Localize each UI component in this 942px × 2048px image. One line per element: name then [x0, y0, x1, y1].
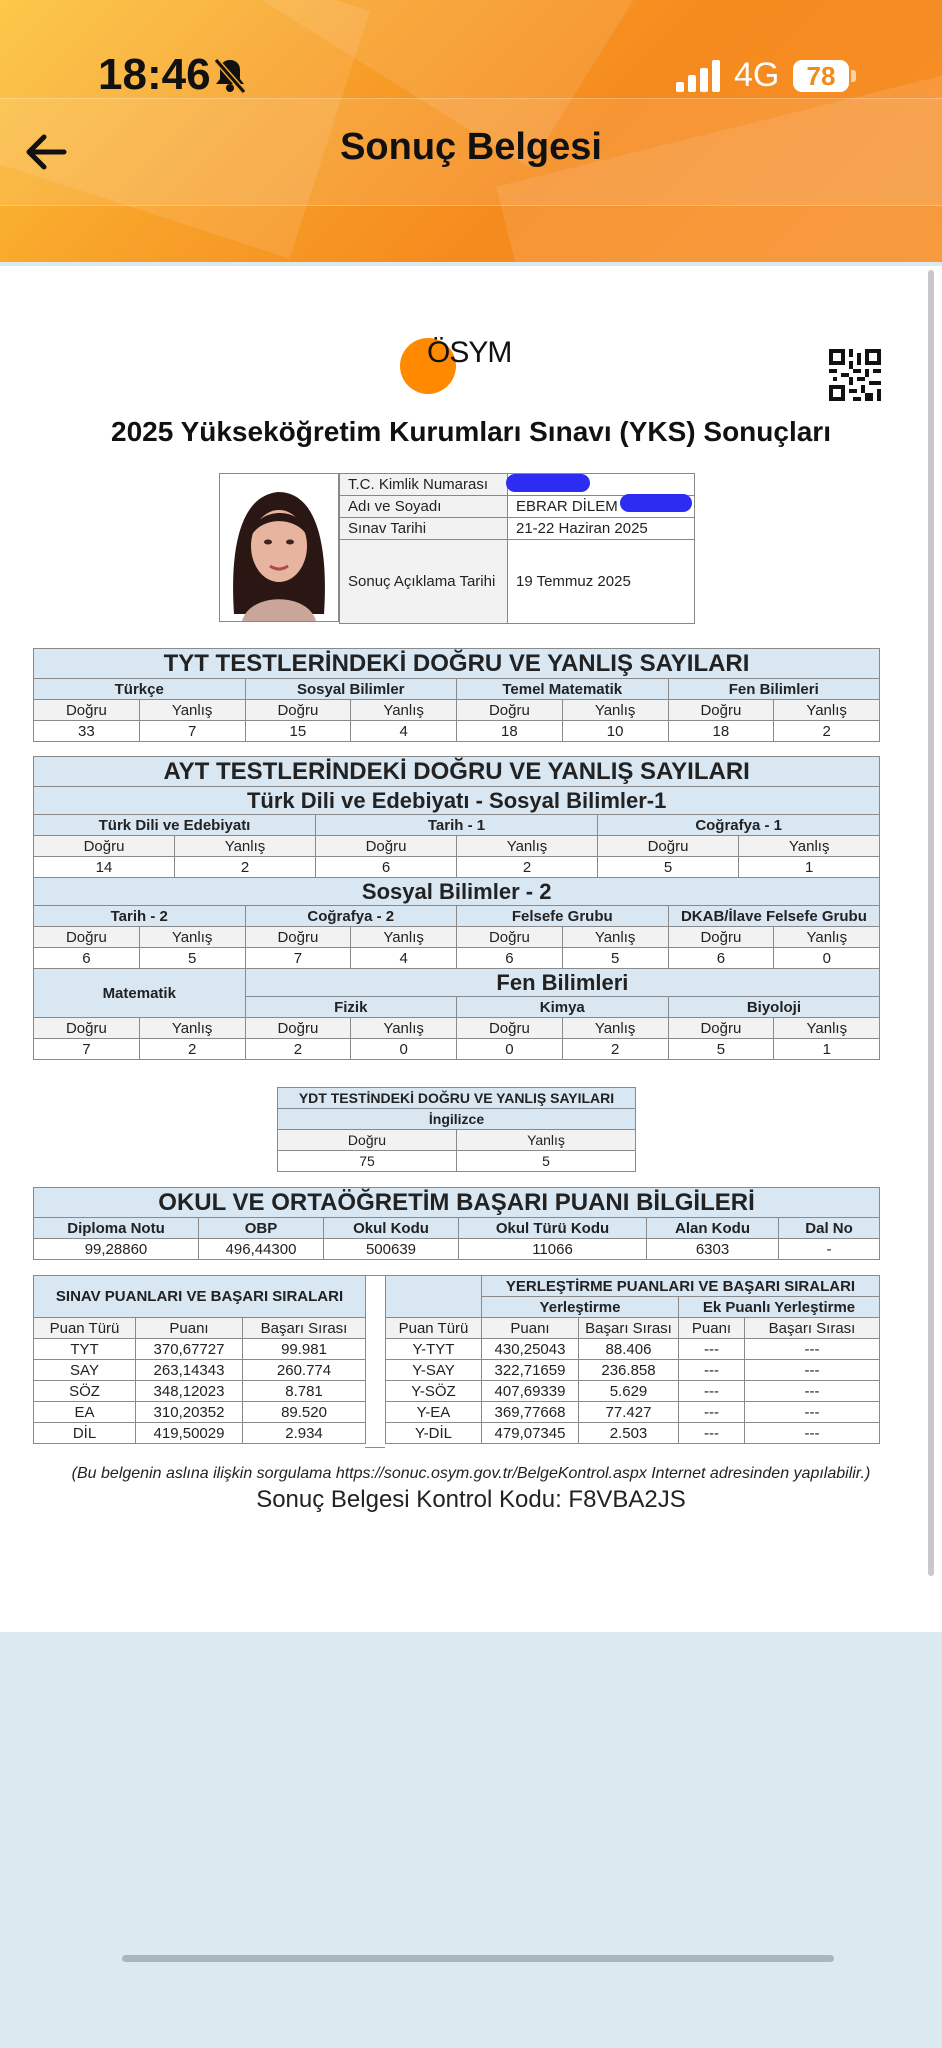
dogru-label: Doğru — [34, 700, 140, 721]
ayt-value: 14 — [34, 857, 175, 878]
dogru-label: Doğru — [668, 927, 774, 948]
yanlis-label: Yanlış — [351, 700, 457, 721]
tyt-subject: Sosyal Bilimler — [245, 679, 457, 700]
tyt-value: 2 — [774, 721, 880, 742]
dogru-label: Doğru — [245, 927, 351, 948]
ayt-value: 5 — [598, 857, 739, 878]
ayt-section-1: Türk Dili ve Edebiyatı - Sosyal Bilimler-1 — [34, 787, 880, 815]
yer-header: Puanı — [482, 1318, 579, 1339]
yer-cell: 88.406 — [579, 1339, 679, 1360]
ayt-value: 2 — [245, 1039, 351, 1060]
okul-header: Dal No — [779, 1218, 880, 1239]
yanlis-label: Yanlış — [562, 927, 668, 948]
tyt-value: 10 — [562, 721, 668, 742]
ayt-subject: Türk Dili ve Edebiyatı — [34, 815, 316, 836]
dogru-label: Doğru — [668, 700, 774, 721]
battery-icon: 78 — [793, 60, 849, 92]
tyt-subject: Türkçe — [34, 679, 246, 700]
yer-cell: --- — [745, 1360, 880, 1381]
yanlis-label: Yanlış — [774, 1018, 880, 1039]
okul-value: 99,28860 — [34, 1239, 199, 1260]
scrollbar[interactable] — [928, 270, 934, 1576]
bell-muted-icon — [212, 56, 248, 96]
sinav-cell: 99.981 — [243, 1339, 366, 1360]
ayt-value: 2 — [562, 1039, 668, 1060]
sinav-cell: 370,67727 — [136, 1339, 243, 1360]
yer-header: Başarı Sırası — [579, 1318, 679, 1339]
battery-cap — [851, 70, 856, 82]
dogru-label: Doğru — [457, 1018, 563, 1039]
tyt-value: 33 — [34, 721, 140, 742]
ayt-subject: Coğrafya - 2 — [245, 906, 457, 927]
yer-cell: 407,69339 — [482, 1381, 579, 1402]
yerlestirme-table — [385, 1275, 880, 1444]
tyt-value: 18 — [457, 721, 563, 742]
yer-cell: 77.427 — [579, 1402, 679, 1423]
yanlis-label: Yanlış — [457, 836, 598, 857]
tyt-value: 18 — [668, 721, 774, 742]
dogru-label: Doğru — [34, 836, 175, 857]
okul-value: - — [779, 1239, 880, 1260]
ayt-value: 2 — [175, 857, 316, 878]
ydt-table — [277, 1087, 636, 1172]
exam-date-value: 21-22 Haziran 2025 — [508, 518, 695, 540]
ayt-subject: Tarih - 2 — [34, 906, 246, 927]
okul-value: 500639 — [324, 1239, 459, 1260]
table-row — [386, 1381, 880, 1402]
yer-group: Yerleştirme — [482, 1297, 679, 1318]
yer-cell: --- — [745, 1423, 880, 1444]
yer-cell: Y-SÖZ — [386, 1381, 482, 1402]
yer-cell: 369,77668 — [482, 1402, 579, 1423]
yer-cell: 430,25043 — [482, 1339, 579, 1360]
ayt-value: 6 — [457, 948, 563, 969]
okul-header: Alan Kodu — [647, 1218, 779, 1239]
signal-icon — [676, 60, 722, 92]
document-title: 2025 Yükseköğretim Kurumları Sınavı (YKS) Sonuçları — [111, 416, 831, 447]
ayt-value: 1 — [774, 1039, 880, 1060]
name-label: Adı ve Soyadı — [340, 496, 508, 518]
yanlis-label: Yanlış — [351, 1018, 457, 1039]
dogru-label: Doğru — [316, 836, 457, 857]
sinav-cell: DİL — [34, 1423, 136, 1444]
tyt-subject: Temel Matematik — [457, 679, 669, 700]
dogru-label: Doğru — [34, 1018, 140, 1039]
yer-header: Başarı Sırası — [745, 1318, 880, 1339]
tyt-value: 7 — [139, 721, 245, 742]
ayt-fen-title: Fen Bilimleri — [245, 969, 880, 997]
sinav-cell: 348,12023 — [136, 1381, 243, 1402]
yanlis-label: Yanlış — [139, 927, 245, 948]
ayt-value: 6 — [316, 857, 457, 878]
okul-value: 6303 — [647, 1239, 779, 1260]
app-header — [0, 0, 942, 262]
ydt-value: 5 — [457, 1151, 636, 1172]
yer-cell: 5.629 — [579, 1381, 679, 1402]
ayt-subject: Coğrafya - 1 — [598, 815, 880, 836]
ayt-value: 5 — [668, 1039, 774, 1060]
ayt-value: 5 — [139, 948, 245, 969]
table-row — [386, 1360, 880, 1381]
dogru-label: Doğru — [245, 700, 351, 721]
yer-cell: 322,71659 — [482, 1360, 579, 1381]
ayt-value: 7 — [34, 1039, 140, 1060]
sinav-header: Başarı Sırası — [243, 1318, 366, 1339]
yanlis-label: Yanlış — [562, 700, 668, 721]
table-row — [34, 1402, 366, 1423]
ayt-subject: Felsefe Grubu — [457, 906, 669, 927]
sinav-cell: 8.781 — [243, 1381, 366, 1402]
verification-note: (Bu belgenin aslına ilişkin sorgulama https://sonuc.osym.gov.tr/BelgeKontrol.aspx Internet adresinden yapılabilir.) — [71, 1465, 871, 1482]
table-row — [34, 1360, 366, 1381]
yanlis-label: Yanlış — [457, 1130, 636, 1151]
yer-cell: 236.858 — [579, 1360, 679, 1381]
exam-date-label: Sınav Tarihi — [340, 518, 508, 540]
sinav-cell: EA — [34, 1402, 136, 1423]
ayt-value: 7 — [245, 948, 351, 969]
ayt-subject: Kimya — [457, 997, 669, 1018]
redaction-mark — [506, 474, 590, 492]
osym-logo-text: ÖSYM — [427, 336, 512, 369]
okul-header: Okul Türü Kodu — [459, 1218, 647, 1239]
ayt-value: 1 — [739, 857, 880, 878]
yer-cell: --- — [745, 1381, 880, 1402]
yanlis-label: Yanlış — [175, 836, 316, 857]
student-photo — [219, 473, 339, 622]
ayt-title: AYT TESTLERİNDEKİ DOĞRU VE YANLIŞ SAYILARI — [34, 757, 880, 787]
ayt-value: 0 — [457, 1039, 563, 1060]
announce-date-label: Sonuç Açıklama Tarihi — [340, 540, 508, 624]
dogru-label: Doğru — [457, 927, 563, 948]
home-indicator[interactable] — [122, 1955, 834, 1962]
ayt-section-2: Sosyal Bilimler - 2 — [34, 878, 880, 906]
yanlis-label: Yanlış — [562, 1018, 668, 1039]
tyt-value: 4 — [351, 721, 457, 742]
ayt-value: 0 — [774, 948, 880, 969]
yer-cell: --- — [679, 1381, 745, 1402]
yanlis-label: Yanlış — [139, 700, 245, 721]
sinav-cell: 310,20352 — [136, 1402, 243, 1423]
okul-header: Diploma Notu — [34, 1218, 199, 1239]
table-row — [386, 1339, 880, 1360]
ayt-value: 6 — [34, 948, 140, 969]
tyt-value: 15 — [245, 721, 351, 742]
sinav-cell: SÖZ — [34, 1381, 136, 1402]
control-code: Sonuç Belgesi Kontrol Kodu: F8VBA2JS — [256, 1486, 686, 1513]
ayt-subject: Tarih - 1 — [316, 815, 598, 836]
sinav-cell: SAY — [34, 1360, 136, 1381]
yanlis-label: Yanlış — [739, 836, 880, 857]
sinav-header: Puan Türü — [34, 1318, 136, 1339]
dogru-label: Doğru — [245, 1018, 351, 1039]
yer-cell: --- — [745, 1339, 880, 1360]
dogru-label: Doğru — [668, 1018, 774, 1039]
dogru-label: Doğru — [598, 836, 739, 857]
sinav-cell: 263,14343 — [136, 1360, 243, 1381]
table-row — [386, 1423, 880, 1444]
table-divider — [365, 1275, 385, 1448]
kimlik-label: T.C. Kimlik Numarası — [340, 474, 508, 496]
yer-header: Puanı — [679, 1318, 745, 1339]
ayt-subject: DKAB/İlave Felsefe Grubu — [668, 906, 880, 927]
tyt-title: TYT TESTLERİNDEKİ DOĞRU VE YANLIŞ SAYILARI — [34, 649, 880, 679]
ayt-value: 0 — [351, 1039, 457, 1060]
sinav-cell: TYT — [34, 1339, 136, 1360]
table-row — [386, 1402, 880, 1423]
okul-title: OKUL VE ORTAÖĞRETİM BAŞARI PUANI BİLGİLERİ — [34, 1188, 880, 1218]
ayt-table — [33, 756, 880, 1060]
ayt-subject: Fizik — [245, 997, 457, 1018]
yer-cell: Y-DİL — [386, 1423, 482, 1444]
sinav-cell: 89.520 — [243, 1402, 366, 1423]
sinav-puanlari-table — [33, 1275, 366, 1444]
yer-cell: --- — [679, 1339, 745, 1360]
tyt-table — [33, 648, 880, 742]
yer-cell: 2.503 — [579, 1423, 679, 1444]
yer-cell: --- — [745, 1402, 880, 1423]
ayt-value: 2 — [457, 857, 598, 878]
ayt-value: 2 — [139, 1039, 245, 1060]
yer-cell: --- — [679, 1360, 745, 1381]
ydt-value: 75 — [278, 1151, 457, 1172]
okul-header: Okul Kodu — [324, 1218, 459, 1239]
yanlis-label: Yanlış — [774, 700, 880, 721]
yer-cell: 479,07345 — [482, 1423, 579, 1444]
ydt-subject: İngilizce — [278, 1109, 636, 1130]
okul-value: 496,44300 — [199, 1239, 324, 1260]
name-value: EBRAR DİLEM — [508, 496, 695, 518]
yer-header: Puan Türü — [386, 1318, 482, 1339]
tyt-subject: Fen Bilimleri — [668, 679, 880, 700]
yer-cell: Y-TYT — [386, 1339, 482, 1360]
table-row — [34, 1339, 366, 1360]
yer-cell: --- — [679, 1423, 745, 1444]
status-time: 18:46 — [98, 50, 211, 99]
sinav-cell: 260.774 — [243, 1360, 366, 1381]
yer-cell: Y-EA — [386, 1402, 482, 1423]
dogru-label: Doğru — [34, 927, 140, 948]
okul-value: 11066 — [459, 1239, 647, 1260]
yanlis-label: Yanlış — [139, 1018, 245, 1039]
sinav-header: Puanı — [136, 1318, 243, 1339]
table-row — [34, 1381, 366, 1402]
ayt-value: 4 — [351, 948, 457, 969]
yer-cell: --- — [679, 1402, 745, 1423]
ayt-value: 5 — [562, 948, 668, 969]
ayt-value: 6 — [668, 948, 774, 969]
ydt-title: YDT TESTİNDEKİ DOĞRU VE YANLIŞ SAYILARI — [278, 1088, 636, 1109]
redaction-mark — [620, 494, 692, 512]
okul-table — [33, 1187, 880, 1260]
announce-date-value: 19 Temmuz 2025 — [508, 540, 695, 624]
sinav-cell: 419,50029 — [136, 1423, 243, 1444]
yer-cell: Y-SAY — [386, 1360, 482, 1381]
page-title: Sonuç Belgesi — [340, 126, 602, 168]
network-type: 4G — [734, 56, 780, 94]
ayt-math-label: Matematik — [34, 969, 246, 1018]
dogru-label: Doğru — [457, 700, 563, 721]
yanlis-label: Yanlış — [351, 927, 457, 948]
yanlis-label: Yanlış — [774, 927, 880, 948]
okul-header: OBP — [199, 1218, 324, 1239]
yer-group: Ek Puanlı Yerleştirme — [679, 1297, 880, 1318]
dogru-label: Doğru — [278, 1130, 457, 1151]
sinav-title: SINAV PUANLARI VE BAŞARI SIRALARI — [34, 1276, 366, 1318]
ayt-subject: Biyoloji — [668, 997, 880, 1018]
qr-code-icon — [829, 349, 881, 401]
yer-blank — [386, 1276, 482, 1318]
sinav-cell: 2.934 — [243, 1423, 366, 1444]
table-row — [34, 1423, 366, 1444]
yer-title: YERLEŞTİRME PUANLARI VE BAŞARI SIRALARI — [482, 1276, 880, 1297]
